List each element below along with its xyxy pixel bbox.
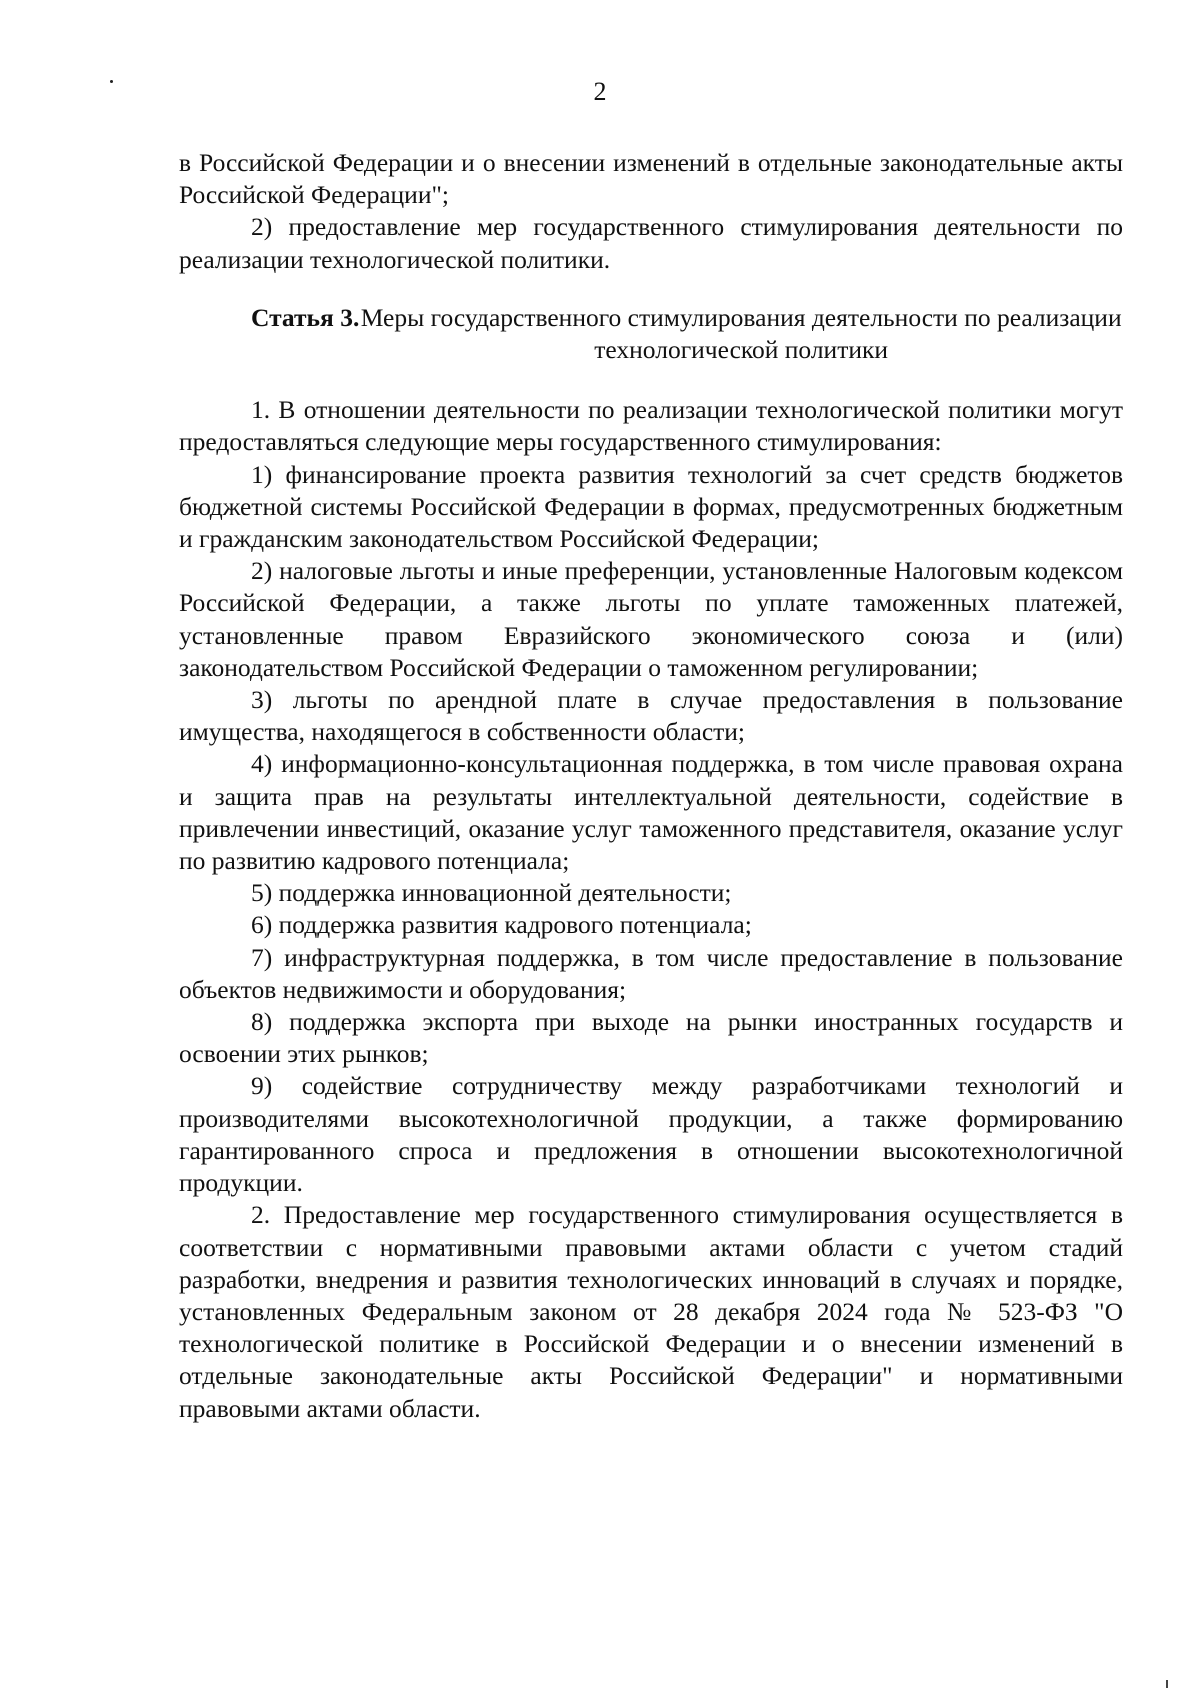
list-item-2: 2) налоговые льготы и иные преференции, установленные Налоговым кодексом Российской Федерации, а также льготы по уплате таможенных платежей, установленные правом Евразийского экономического союза и (или) законодательством Российской Федерации о таможенном регулировании; <box>179 556 1123 682</box>
list-item-8: 8) поддержка экспорта при выходе на рынки иностранных государств и освоении этих рынков; <box>179 1007 1123 1069</box>
scan-mark <box>1166 1680 1168 1688</box>
list-item-6: 6) поддержка развития кадрового потенциала; <box>251 910 752 940</box>
list-item-3: 3) льготы по арендной плате в случае предоставления в пользование имущества, находящегося в собственности области; <box>179 685 1123 747</box>
article-title: Меры государственного стимулирования деятельности по реализации технологической политики <box>360 302 1122 365</box>
paragraph-clause-2: 2. Предоставление мер государственного стимулирования осуществляется в соответствии с нормативными правовыми актами области с учетом стадий разработки, внедрения и развития технологических инноваций в случаях и порядке, установленных Федеральным законом от 28 декабря 2024 года № 523-ФЗ "О технологической политике в Российской Федерации и о внесении изменений в отдельные законодательные акты Российской Федерации" и нормативными правовыми актами области. <box>179 1200 1123 1423</box>
paragraph-clause-1: 1. В отношении деятельности по реализации технологической политики могут предоставляться следующие меры государственного стимулирования: <box>179 395 1123 457</box>
paragraph-continuation: в Российской Федерации и о внесении изменений в отдельные законодательные акты Российской Федерации"; <box>179 148 1123 210</box>
list-item-1: 1) финансирование проекта развития технологий за счет средств бюджетов бюджетной системы Российской Федерации в формах, предусмотренных бюджетным и гражданским законодательством Российской Федерации; <box>179 459 1123 554</box>
document-body <box>179 147 1123 1425</box>
article-label: Статья 3. <box>251 302 360 332</box>
paragraph-item-2: 2) предоставление мер государственного стимулирования деятельности по реализации технологической политики. <box>179 212 1123 274</box>
list-item-4: 4) информационно-консультационная поддержка, в том числе правовая охрана и защита прав на результаты интеллектуальной деятельности, содействие в привлечении инвестиций, оказание услуг таможенного представителя, оказание услуг по развитию кадрового потенциала; <box>179 749 1123 876</box>
article-heading <box>179 302 1123 366</box>
list-item-7: 7) инфраструктурная поддержка, в том числе предоставление в пользование объектов недвижимости и оборудования; <box>179 942 1123 1004</box>
list-item-9: 9) содействие сотрудничеству между разработчиками технологий и производителями высокотехнологичной продукции, а также формированию гарантированного спроса и предложения в отношении высокотехнологичной продукции. <box>179 1071 1123 1198</box>
page-number: 2 <box>593 77 607 106</box>
list-item-5: 5) поддержка инновационной деятельности; <box>251 878 732 908</box>
